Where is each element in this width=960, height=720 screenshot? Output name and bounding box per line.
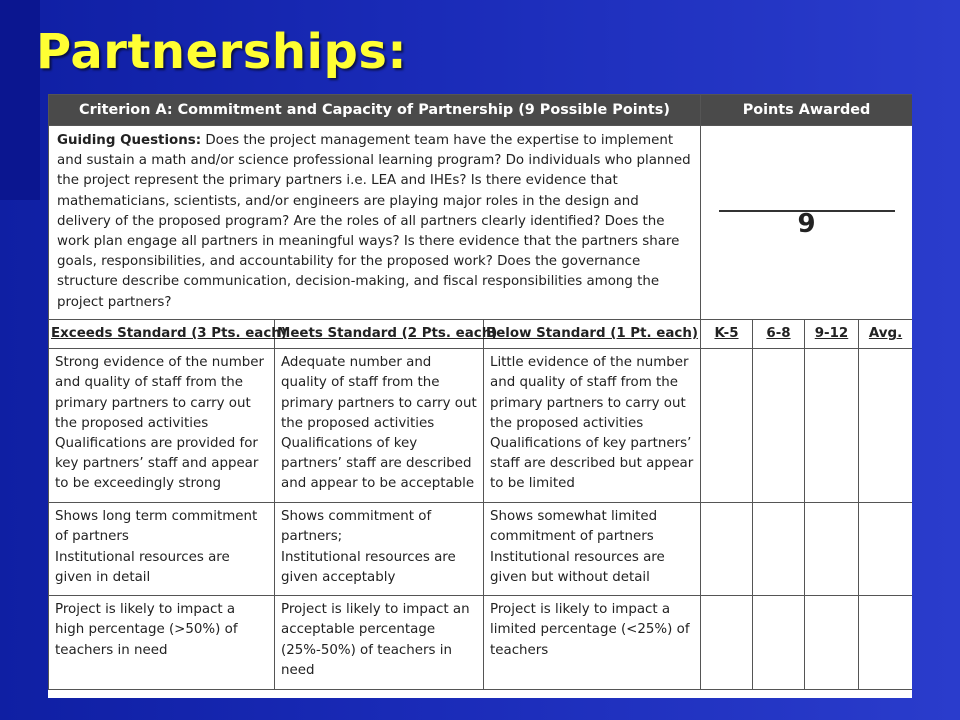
below-standard-header: Below Standard (1 Pt. each) xyxy=(484,320,701,349)
score-cell-9-12[interactable] xyxy=(805,596,859,690)
rubric-table xyxy=(48,94,912,690)
exceeds-cell: Shows long term commitment of partners Institutional resources are given in detail xyxy=(49,503,275,596)
points-awarded-cell xyxy=(701,126,913,320)
average-header: Avg. xyxy=(859,320,913,349)
table-row xyxy=(49,349,913,503)
grade-k5-header: K-5 xyxy=(701,320,753,349)
below-cell: Shows somewhat limited commitment of partners Institutional resources are given but without detail xyxy=(484,503,701,596)
meets-standard-header: Meets Standard (2 Pts. each) xyxy=(275,320,484,349)
table-row xyxy=(49,596,913,690)
score-cell-k5[interactable] xyxy=(701,503,753,596)
standards-row xyxy=(49,320,913,349)
table-row xyxy=(49,503,913,596)
points-awarded-value: 9 xyxy=(797,209,816,240)
score-cell-6-8[interactable] xyxy=(753,596,805,690)
score-cell-9-12[interactable] xyxy=(805,503,859,596)
exceeds-cell: Strong evidence of the number and quality of staff from the primary partners to carry out the proposed activities Qualifications are provided for key partners’ staff and appear to be exceedingly strong xyxy=(49,349,275,503)
criterion-header: Criterion A: Commitment and Capacity of Partnership (9 Possible Points) xyxy=(49,95,701,126)
guiding-label: Guiding Questions: xyxy=(57,133,202,148)
meets-cell: Adequate number and quality of staff from the primary partners to carry out the proposed activities Qualifications of key partners’ staff are described and appear to be acceptable xyxy=(275,349,484,503)
meets-cell: Shows commitment of partners; Institutional resources are given acceptably xyxy=(275,503,484,596)
score-cell-avg[interactable] xyxy=(859,596,913,690)
grade-6-8-header: 6-8 xyxy=(753,320,805,349)
guiding-questions xyxy=(49,126,701,320)
exceeds-standard-header: Exceeds Standard (3 Pts. each) xyxy=(49,320,275,349)
score-cell-k5[interactable] xyxy=(701,596,753,690)
score-cell-6-8[interactable] xyxy=(753,349,805,503)
score-cell-9-12[interactable] xyxy=(805,349,859,503)
header-row xyxy=(49,95,913,126)
meets-cell: Project is likely to impact an acceptable percentage (25%-50%) of teachers in need xyxy=(275,596,484,690)
guiding-row xyxy=(49,126,913,320)
rubric-table-container xyxy=(48,94,912,698)
points-awarded-header: Points Awarded xyxy=(701,95,913,126)
score-cell-k5[interactable] xyxy=(701,349,753,503)
score-cell-6-8[interactable] xyxy=(753,503,805,596)
exceeds-cell: Project is likely to impact a high percentage (>50%) of teachers in need xyxy=(49,596,275,690)
grade-9-12-header: 9-12 xyxy=(805,320,859,349)
score-cell-avg[interactable] xyxy=(859,349,913,503)
score-cell-avg[interactable] xyxy=(859,503,913,596)
guiding-text: Does the project management team have the expertise to implement and sustain a math and/or science professional learning program? Do individuals who planned the project represent the primary partners i.e. LEA and IHEs? Is there evidence that mathematicians, scientists, and/or engineers are playing major roles in the design and delivery of the proposed program? Are the roles of all partners clearly identified? Does the work plan engage all partners in meaningful ways? Is there evidence that the partners share goals, responsibilities, and accountability for the proposed work? Does the governance structure describe communication, decision-making, and fiscal responsibilities among the project partners? xyxy=(57,133,691,310)
background-accent xyxy=(0,0,40,200)
below-cell: Project is likely to impact a limited percentage (<25%) of teachers xyxy=(484,596,701,690)
below-cell: Little evidence of the number and quality of staff from the primary partners to carry out the proposed activities Qualifications of key partners’ staff are described but appear to be limited xyxy=(484,349,701,503)
slide-title: Partnerships: xyxy=(36,24,408,80)
